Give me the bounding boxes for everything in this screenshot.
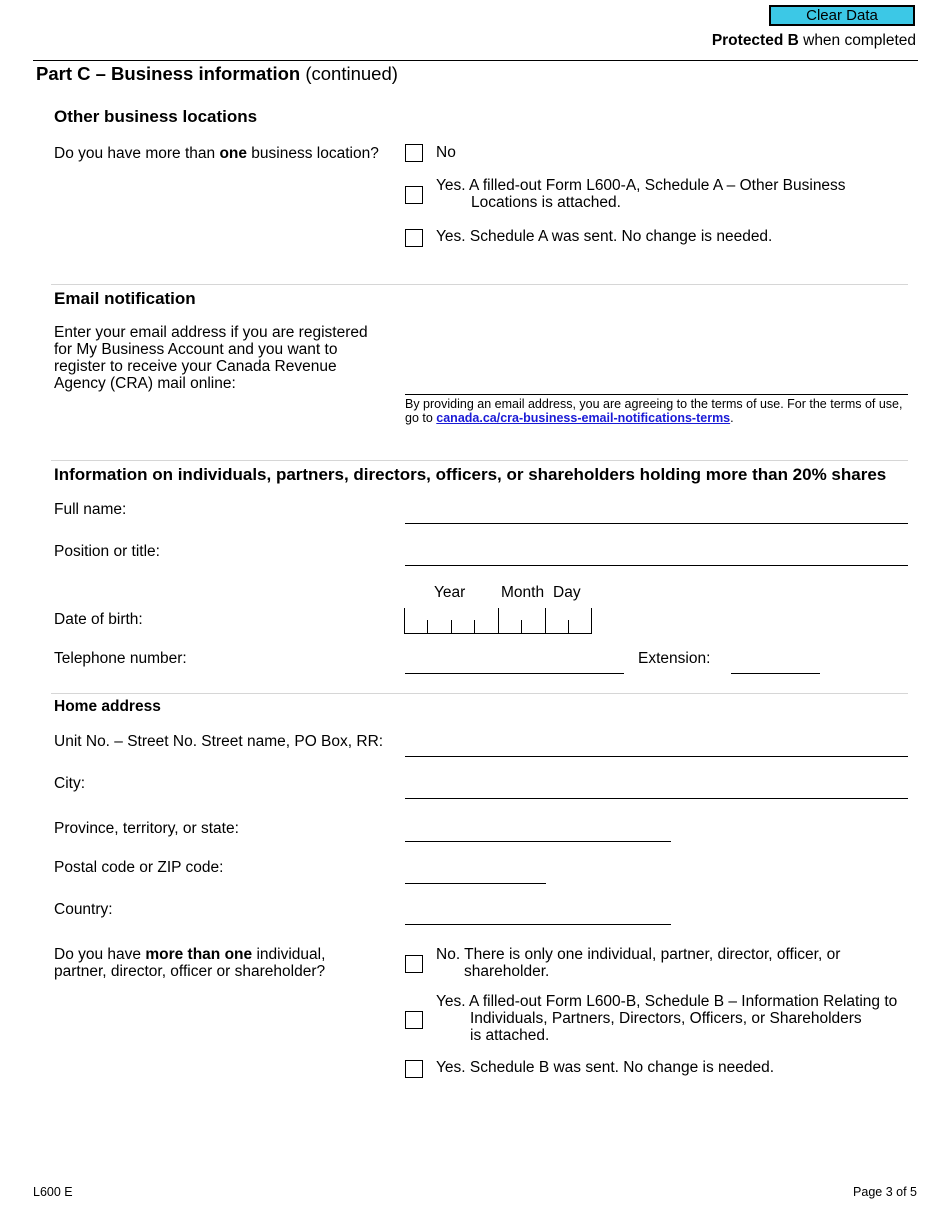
question-line [54,946,325,963]
question-text-bold: one [219,145,247,162]
location-schedule-attached-label [436,177,846,211]
dob-baseline [404,633,592,634]
dob-tick [568,620,569,633]
dob-tick [451,620,452,633]
full-name-label: Full name: [54,501,127,518]
question-text-a: Do you have [54,946,146,963]
postal-label: Postal code or ZIP code: [54,859,224,876]
only-one-checkbox[interactable] [405,955,423,973]
city-label: City: [54,775,85,792]
country-input[interactable] [405,924,671,925]
part-title-rest: (continued) [300,63,398,84]
year-label: Year [434,584,466,601]
option-line: Yes. A filled-out Form L600-B, Schedule B – Information Relating to [436,993,898,1010]
location-schedule-sent-checkbox[interactable] [405,229,423,247]
extension-input[interactable] [731,673,820,674]
question-text-a: Do you have more than [54,145,220,162]
dob-tick [474,620,475,633]
option-line: is attached. [470,1027,550,1044]
more-than-one-question [54,946,325,980]
location-no-label: No [436,144,456,161]
schedule-b-attached-label [436,993,897,1044]
option-line: No. There is only one individual, partner, director, officer, or [436,946,841,963]
terms-suffix: . [730,411,734,425]
full-name-input[interactable] [405,523,908,524]
other-locations-question [54,145,379,162]
question-line: partner, director, officer or shareholder? [54,963,326,980]
email-instructions [54,324,368,392]
instruction-line: register to receive your Canada Revenue [54,358,337,375]
option-line: Locations is attached. [471,194,621,211]
schedule-b-sent-checkbox[interactable] [405,1060,423,1078]
location-no-checkbox[interactable] [405,144,423,162]
dob-label: Date of birth: [54,611,143,628]
question-text-bold: more than one [145,946,253,963]
day-label: Day [553,584,581,601]
clear-data-button[interactable]: Clear Data [769,5,915,26]
dob-tick [545,608,546,633]
question-text-b: business location? [247,145,379,162]
section-divider [51,693,908,694]
location-schedule-attached-checkbox[interactable] [405,186,423,204]
section-divider [51,460,908,461]
position-label: Position or title: [54,543,160,560]
section-divider [51,284,908,285]
dob-tick [591,608,592,633]
dob-input[interactable] [404,608,592,634]
protected-b-label: Protected B [711,32,799,49]
other-locations-heading: Other business locations [54,107,258,126]
email-input[interactable] [405,394,908,395]
telephone-label: Telephone number: [54,650,187,667]
street-label: Unit No. – Street No. Street name, PO Box, RR: [54,733,384,750]
protected-b-suffix: when completed [798,32,916,49]
dob-tick [427,620,428,633]
dob-tick [498,608,499,633]
street-input[interactable] [405,756,908,757]
option-line: shareholder. [464,963,550,980]
header-rule [33,60,918,61]
city-input[interactable] [405,798,908,799]
terms-prefix: go to [405,411,437,425]
terms-line [405,411,902,425]
instruction-line: for My Business Account and you want to [54,341,338,358]
option-line: Yes. A filled-out Form L600-A, Schedule A – Other Business [436,177,846,194]
question-text-b: individual, [252,946,326,963]
home-address-heading: Home address [54,698,161,715]
email-terms [405,397,902,425]
instruction-line: Enter your email address if you are registered [54,324,368,341]
part-title-bold: Part C – Business information [36,63,301,84]
schedule-b-attached-checkbox[interactable] [405,1011,423,1029]
country-label: Country: [54,901,113,918]
email-heading: Email notification [54,289,196,308]
schedule-b-sent-label: Yes. Schedule B was sent. No change is needed. [436,1059,775,1076]
page-number: Page 3 of 5 [853,1185,917,1199]
province-input[interactable] [405,841,671,842]
only-one-label [436,946,840,980]
part-title [36,64,398,84]
position-input[interactable] [405,565,908,566]
form-id: L600 E [33,1185,73,1199]
protected-b-notice [616,32,916,49]
dob-tick [521,620,522,633]
month-label: Month [501,584,545,601]
terms-link[interactable]: canada.ca/cra-business-email-notifications-terms [436,411,731,425]
extension-label: Extension: [638,650,711,667]
terms-line: By providing an email address, you are agreeing to the terms of use. For the terms of use, [405,397,903,411]
postal-input[interactable] [405,883,546,884]
telephone-input[interactable] [405,673,624,674]
option-line: Individuals, Partners, Directors, Officers, or Shareholders [470,1010,862,1027]
instruction-line: Agency (CRA) mail online: [54,375,236,392]
individuals-heading: Information on individuals, partners, directors, officers, or shareholders holding more than 20% shares [54,465,887,484]
province-label: Province, territory, or state: [54,820,239,837]
location-schedule-sent-label: Yes. Schedule A was sent. No change is needed. [436,228,773,245]
dob-tick [404,608,405,633]
